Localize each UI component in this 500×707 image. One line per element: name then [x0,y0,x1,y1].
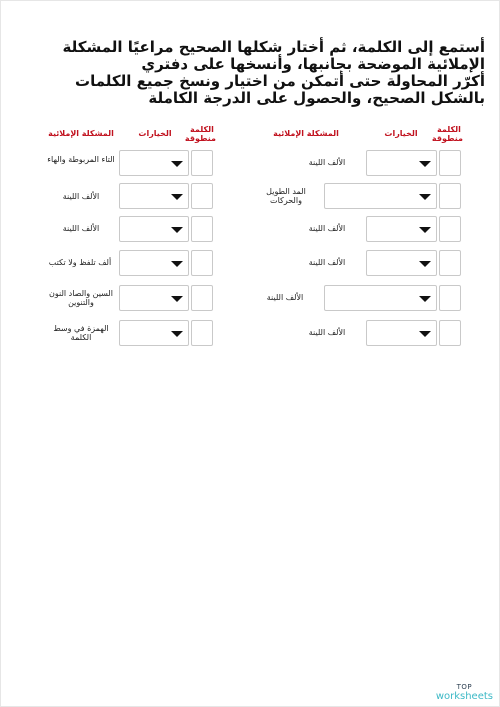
choice-dropdown[interactable] [366,320,437,346]
instruction-line-2: أكرّر المحاولة حتى أتمكن من اختيار ونسخ جميع الكلمات بالشكل الصحيح، والحصول على الدرجة الكاملة [75,72,485,107]
topworksheets-logo [436,682,493,702]
chevron-down-icon [419,227,431,233]
spelling-problem: الألف اللينة [62,192,100,201]
instructions [25,39,485,107]
audio-word-box[interactable] [439,183,461,209]
audio-word-box[interactable] [191,150,213,176]
audio-word-box[interactable] [439,250,461,276]
logo-worksheets-text: worksheets [435,691,493,702]
spelling-problem: الألف اللينة [308,328,346,337]
chevron-down-icon [171,261,183,267]
choice-dropdown[interactable] [366,250,437,276]
header-word-left: الكلمة منطوقة [184,125,216,143]
spelling-problem: التاء المربوطة والهاء [47,155,115,164]
choice-dropdown[interactable] [366,150,437,176]
audio-word-box[interactable] [439,320,461,346]
choice-dropdown[interactable] [119,150,189,176]
chevron-down-icon [419,296,431,302]
audio-word-box[interactable] [191,183,213,209]
spelling-problem: الهمزة في وسط الكلمة [53,324,109,342]
audio-word-box[interactable] [439,285,461,311]
chevron-down-icon [419,194,431,200]
audio-word-box[interactable] [439,150,461,176]
audio-word-box[interactable] [191,250,213,276]
spelling-problem: السين والصاد النون والتنوين [49,289,113,307]
chevron-down-icon [171,227,183,233]
chevron-down-icon [171,296,183,302]
chevron-down-icon [171,194,183,200]
chevron-down-icon [171,331,183,337]
header-problem-left: المشكلة الإملائية [48,129,114,138]
instruction-line-1: أستمع إلى الكلمة، ثم أختار شكلها الصحيح مراعيًا المشكلة الإملائية الموضحة بجانبها، وأنسخها على دفتري [62,38,485,73]
choice-dropdown[interactable] [119,216,189,242]
spelling-problem: الألف اللينة [62,224,100,233]
audio-word-box[interactable] [191,216,213,242]
chevron-down-icon [419,261,431,267]
header-choices-left: الخيارات [138,129,172,138]
choice-dropdown[interactable] [119,183,189,209]
spelling-problem: المد الطويل والحركات [266,187,306,205]
spelling-problem: الألف اللينة [308,258,346,267]
audio-word-box[interactable] [191,285,213,311]
spelling-problem: الألف اللينة [308,158,346,167]
spelling-problem: ألف تلفظ ولا تكتب [48,258,112,267]
logo-top-text: TOP [456,683,473,691]
choice-dropdown[interactable] [366,216,437,242]
spelling-problem: الألف اللينة [308,224,346,233]
audio-word-box[interactable] [439,216,461,242]
chevron-down-icon [419,331,431,337]
header-word-right: الكلمة منطوقة [431,125,463,143]
chevron-down-icon [419,161,431,167]
choice-dropdown[interactable] [119,320,189,346]
spelling-problem: الألف اللينة [266,293,304,302]
choice-dropdown[interactable] [324,285,437,311]
header-choices-right: الخيارات [384,129,418,138]
choice-dropdown[interactable] [324,183,437,209]
audio-word-box[interactable] [191,320,213,346]
choice-dropdown[interactable] [119,250,189,276]
chevron-down-icon [171,161,183,167]
choice-dropdown[interactable] [119,285,189,311]
header-problem-right: المشكلة الإملائية [273,129,339,138]
